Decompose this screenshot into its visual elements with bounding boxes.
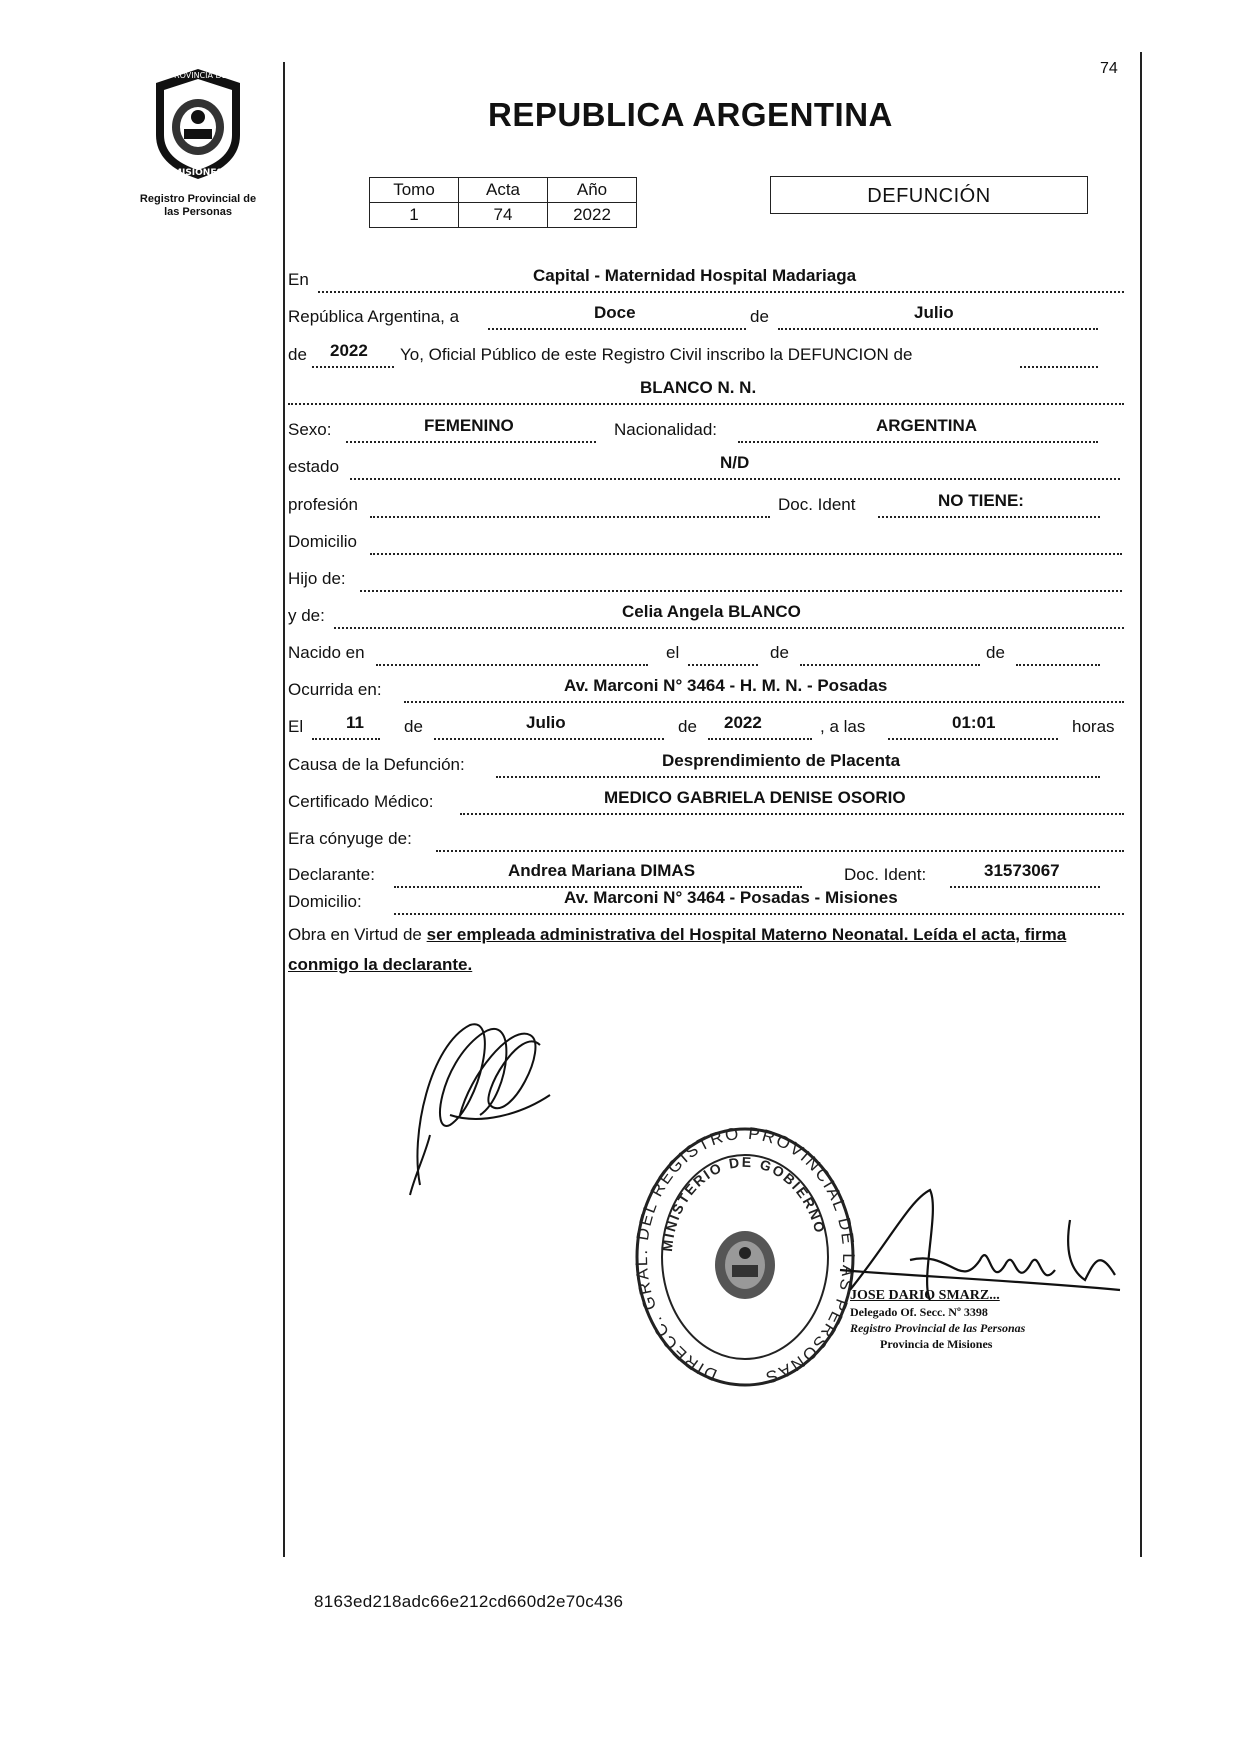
deceased-name: BLANCO N. N.: [640, 378, 757, 397]
row-nombre: [288, 378, 1124, 408]
row-madre: y de: Celia Angela BLANCO: [288, 606, 1124, 632]
official-line-3: Provincia de Misiones: [880, 1337, 993, 1351]
row-conyuge: Era cónyuge de:: [288, 829, 1124, 855]
svg-text:PROVINCIA DE: PROVINCIA DE: [169, 71, 227, 80]
certificate-value: MEDICO GABRIELA DENISE OSORIO: [604, 788, 906, 807]
death-time-value: 01:01: [952, 713, 996, 732]
mother-value: Celia Angela BLANCO: [622, 602, 801, 621]
nationality-value: ARGENTINA: [876, 416, 978, 435]
year-value: 2022: [330, 341, 368, 360]
row-domicilio-declarante: Domicilio: Av. Marconi N° 3464 - Posadas - Misiones: [288, 892, 1124, 918]
tomo-header: Tomo: [370, 178, 459, 203]
logo-caption: Registro Provincial de las Personas: [139, 193, 257, 218]
row-estado: estado N/D: [288, 457, 1124, 483]
declarant-doc-value: 31573067: [984, 861, 1060, 880]
doc-ident-value: NO TIENE:: [938, 491, 1024, 510]
declarant-signature-icon: [390, 985, 570, 1205]
obra-paragraph: Obra en Virtud de ser empleada administrativa del Hospital Materno Neonatal. Leída el acta, firma conmigo la declarante.: [288, 925, 1067, 974]
place-value: Capital - Maternidad Hospital Madariaga: [533, 266, 857, 285]
official-name: JOSE DARIO SMARZ...: [850, 1288, 1000, 1303]
obra-text: ser empleada administrativa del Hospital Materno Neonatal. Leída el acta, firma conmigo la declarante.: [288, 925, 1067, 974]
coat-of-arms-icon: [715, 1231, 775, 1299]
svg-text:MINISTERIO DE GOBIERNO: MINISTERIO DE GOBIERNO: [658, 1153, 829, 1253]
record-type-box: DEFUNCIÓN: [770, 176, 1088, 214]
official-seal: [632, 1125, 858, 1394]
row-declarante: Declarante: Andrea Mariana DIMAS Doc. Ident: 31573067: [288, 865, 1124, 891]
declarant-value: Andrea Mariana DIMAS: [508, 861, 696, 880]
anio-value: 2022: [548, 203, 637, 228]
row-sexo: Sexo: FEMENINO Nacionalidad: ARGENTINA: [288, 420, 1124, 446]
right-margin-rule: [1140, 52, 1142, 1557]
reference-table: [369, 177, 637, 228]
row-certificado: Certificado Médico: MEDICO GABRIELA DENISE OSORIO: [288, 792, 1124, 818]
page-number: 74: [1100, 60, 1118, 77]
occurrence-place-value: Av. Marconi N° 3464 - H. M. N. - Posadas: [564, 676, 888, 695]
svg-text:DIRECC. GRAL. DEL REGISTRO PRO: DIRECC. GRAL. DEL REGISTRO PROVINCIAL DE LAS PERSONAS: [632, 1125, 858, 1388]
official-line-1: Delegado Of. Secc. Nº 3398: [850, 1305, 988, 1319]
provincial-seal-icon: [148, 65, 248, 183]
document-hash: 8163ed218adc66e212cd660d2e70c436: [314, 1592, 624, 1611]
tomo-value: 1: [370, 203, 459, 228]
day-value: Doce: [594, 303, 636, 322]
cause-value: Desprendimiento de Placenta: [662, 751, 901, 770]
official-stamp-block: [850, 1288, 1120, 1352]
row-domicilio: Domicilio: [288, 532, 1124, 558]
sex-value: FEMENINO: [424, 416, 514, 435]
row-ocurrida: Ocurrida en: Av. Marconi N° 3464 - H. M. N. - Posadas: [288, 680, 1124, 706]
death-day-value: 11: [346, 713, 364, 732]
svg-text:MISIONES: MISIONES: [173, 168, 223, 178]
anio-header: Año: [548, 178, 637, 203]
row-en: En Capital - Maternidad Hospital Madariaga: [288, 270, 1124, 296]
row-nacido: Nacido en el de de: [288, 643, 1124, 669]
declarant-address-value: Av. Marconi N° 3464 - Posadas - Misiones: [564, 888, 898, 907]
row-profesion: profesión Doc. Ident NO TIENE:: [288, 495, 1124, 521]
month-value: Julio: [914, 303, 954, 322]
page-title: REPUBLICA ARGENTINA: [488, 96, 893, 133]
row-fecha-defuncion: El 11 de Julio de 2022 , a las 01:01 horas: [288, 717, 1124, 743]
death-month-value: Julio: [526, 713, 566, 732]
row-inscribo: de 2022 Yo, Oficial Público de este Registro Civil inscribo la DEFUNCION de: [288, 345, 1124, 371]
acta-header: Acta: [459, 178, 548, 203]
civil-status-value: N/D: [720, 453, 750, 472]
row-hijo: Hijo de:: [288, 569, 1124, 595]
acta-value: 74: [459, 203, 548, 228]
death-year-value: 2022: [724, 713, 762, 732]
left-margin-rule: [283, 62, 285, 1557]
official-line-2: Registro Provincial de las Personas: [850, 1321, 1026, 1335]
row-fecha: República Argentina, a Doce de Julio: [288, 307, 1124, 333]
row-causa: Causa de la Defunción: Desprendimiento de Placenta: [288, 755, 1124, 781]
